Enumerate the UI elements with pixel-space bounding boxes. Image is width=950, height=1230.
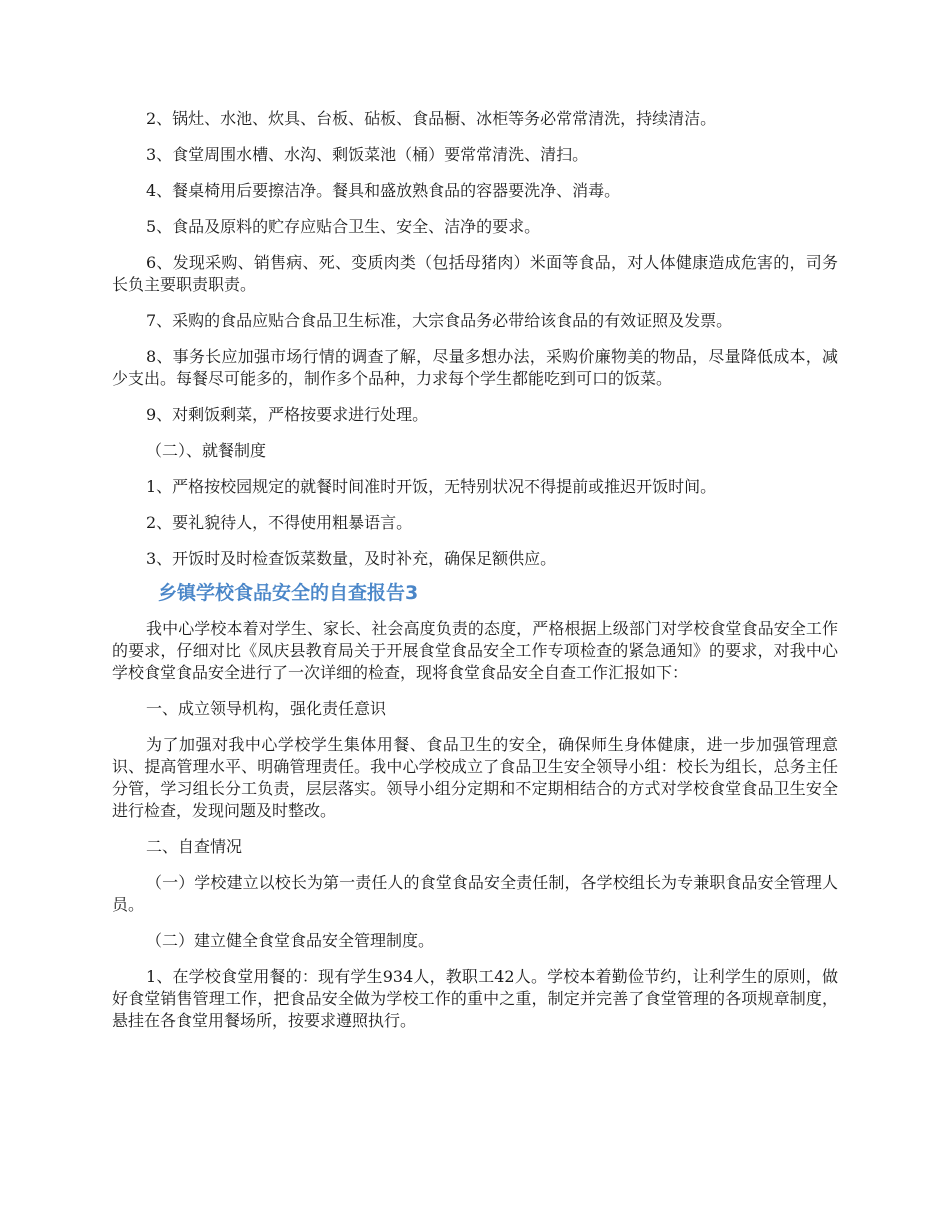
- report-heading: 乡镇学校食品安全的自查报告3: [158, 582, 419, 604]
- paragraph: 8、事务长应加强市场行情的调查了解，尽量多想办法，采购价廉物美的物品，尽量降低成本，减少支出。每餐尽可能多的，制作多个品种，力求每个学生都能吃到可口的饭菜。: [112, 347, 838, 388]
- paragraph: 1、严格按校园规定的就餐时间准时开饭，无特别状况不得提前或推迟开饭时间。: [146, 477, 717, 496]
- paragraph: 2、锅灶、水池、炊具、台板、砧板、食品橱、冰柜等务必常常清洗，持续清洁。: [146, 109, 717, 128]
- paragraph: 3、食堂周围水槽、水沟、剩饭菜池（桶）要常常清洗、清扫。: [146, 145, 589, 164]
- paragraph: 6、发现采购、销售病、死、变质肉类（包括母猪肉）米面等食品，对人体健康造成危害的，司务长负主要职责职责。: [112, 253, 838, 294]
- section-subheading: 一、成立领导机构，强化责任意识: [146, 699, 387, 718]
- paragraph: 7、采购的食品应贴合食品卫生标准，大宗食品务必带给该食品的有效证照及发票。: [146, 311, 733, 330]
- document-body: [112, 108, 838, 1046]
- paragraph: 1、在学校食堂用餐的：现有学生934人，教职工42人。学校本着勤俭节约，让利学生的原则，做好食堂销售管理工作，把食品安全做为学校工作的重中之重，制定并完善了食堂管理的各项规章制度，悬挂在各食堂用餐场所，按要求遵照执行。: [112, 967, 838, 1030]
- paragraph: 4、餐桌椅用后要擦洁净。餐具和盛放熟食品的容器要洗净、消毒。: [146, 181, 621, 200]
- section-subheading: （二）、就餐制度: [146, 441, 267, 460]
- paragraph: （二）建立健全食堂食品安全管理制度。: [146, 931, 435, 950]
- paragraph: （一）学校建立以校长为第一责任人的食堂食品安全责任制，各学校组长为专兼职食品安全管理人员。: [112, 873, 838, 914]
- paragraph: 9、对剩饭剩菜，严格按要求进行处理。: [146, 405, 429, 424]
- section-subheading: 二、自查情况: [146, 837, 243, 856]
- paragraph: 为了加强对我中心学校学生集体用餐、食品卫生的安全，确保师生身体健康，进一步加强管理意识、提高管理水平、明确管理责任。我中心学校成立了食品卫生安全领导小组：校长为组长，总务主任分管，学习组长分工负责，层层落实。领导小组分定期和不定期相结合的方式对学校食堂食品卫生安全进行检查，发现问题及时整改。: [112, 735, 838, 820]
- paragraph: 我中心学校本着对学生、家长、社会高度负责的态度，严格根据上级部门对学校食堂食品安全工作的要求，仔细对比《凤庆县教育局关于开展食堂食品安全工作专项检查的紧急通知》的要求，对我中心学校食堂食品安全进行了一次详细的检查，现将食堂食品安全自查工作汇报如下：: [112, 619, 838, 682]
- paragraph: 2、要礼貌待人，不得使用粗暴语言。: [146, 513, 413, 532]
- paragraph: 5、食品及原料的贮存应贴合卫生、安全、洁净的要求。: [146, 217, 541, 236]
- paragraph: 3、开饭时及时检查饭菜数量，及时补充，确保足额供应。: [146, 549, 557, 568]
